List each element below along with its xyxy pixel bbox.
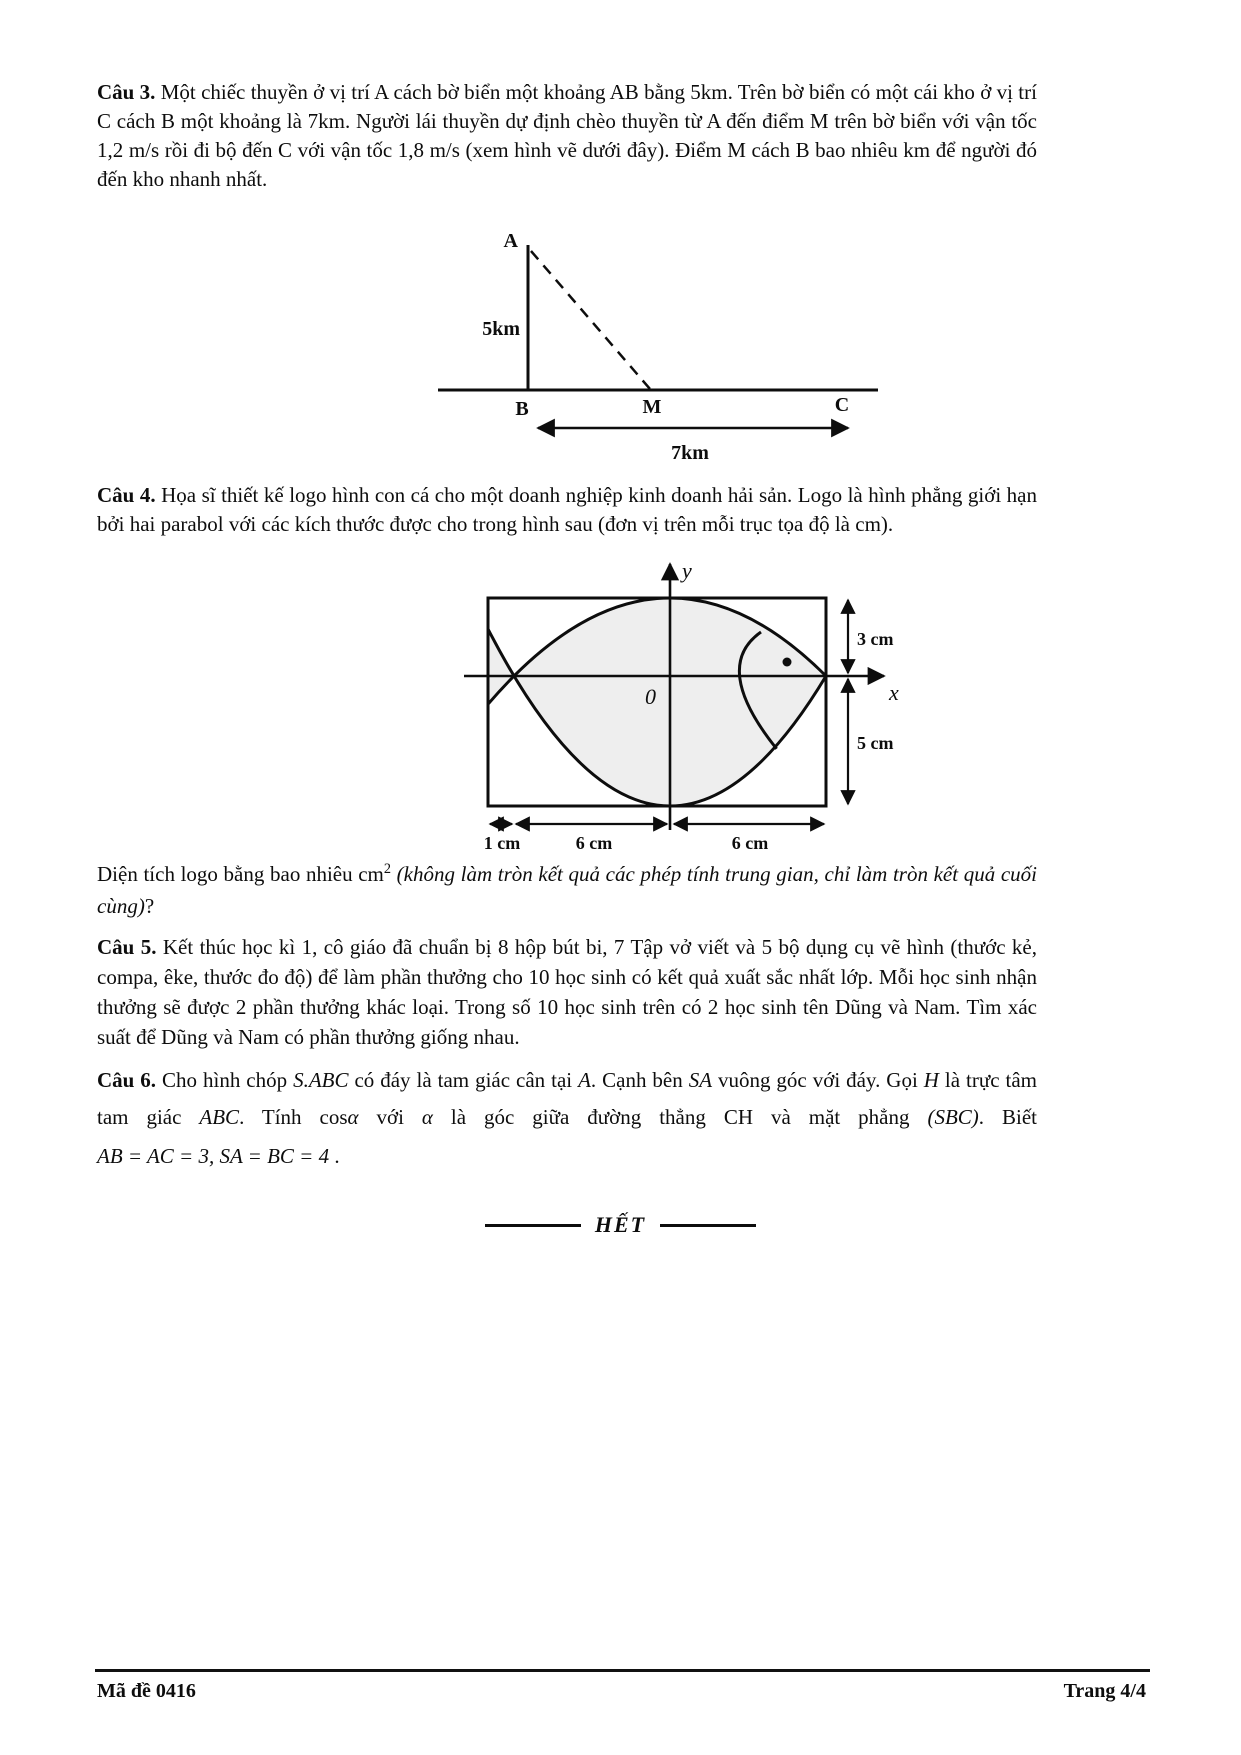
x-axis-label: x xyxy=(889,680,899,705)
fish-logo-diagram xyxy=(448,552,928,864)
area-question-paragraph: Diện tích logo bằng bao nhiêu $cm^2$ (không làm tròn kết quả các phép tính trung gian, chỉ làm tròn kết quả cuối cùng)? xyxy=(97,861,1037,918)
point-c-label: C xyxy=(834,394,850,416)
point-b-label: B xyxy=(515,398,529,420)
page-number: Trang 4/4 xyxy=(1063,1680,1146,1702)
question-4-paragraph: Câu 4. Họa sĩ thiết kế logo hình con cá cho một doanh nghiệp kinh doanh hải sản. Logo là hình phẳng giới hạn bởi hai parabol với các kích thước được cho trong hình sau (đơn vị trên mỗi trục tọa độ là cm). xyxy=(97,483,1037,536)
question-3-paragraph: Câu 3. Một chiếc thuyền ở vị trí A cách bờ biển một khoảng AB bằng 5km. Trên bờ biển có một cái kho ở vị trí C cách B một khoảng là 7km. Người lái thuyền dự định chèo thuyền từ A đến điểm M trên bờ biển với vận tốc 1,2 m/s rồi đi bộ đến C với vận tốc 1,8 m/s (xem hình vẽ dưới đây). Điểm M cách B bao nhiêu km để người đó đến kho nhanh nhất. xyxy=(97,80,1037,191)
dimension-6cm-right-label: 6 cm xyxy=(731,833,769,853)
exam-code: Mã đề 0416 xyxy=(97,1680,196,1702)
question-6-formula: AB = AC = 3, SA = BC = 4 . xyxy=(97,1144,340,1168)
dimension-5cm-label: 5 cm xyxy=(857,733,894,753)
dimension-1cm-label: 1 cm xyxy=(483,833,521,853)
het-label: HẾT xyxy=(594,1212,647,1237)
het-divider-line-right xyxy=(660,1224,756,1227)
question-5-paragraph: Câu 5. Kết thúc học kì 1, cô giáo đã chuẩn bị 8 hộp bút bi, 7 Tập vở viết và 5 bộ dụng cụ vẽ hình (thước kẻ, compa, êke, thước đo độ) để làm phần thưởng cho 10 học sinh có kết quả xuất sắc nhất lớp. Mỗi học sinh nhận thưởng sẽ được 2 phần thưởng khác loại. Trong số 10 học sinh trên có 2 học sinh tên Dũng và Nam. Tìm xác suất để Dũng và Nam có phần thưởng giống nhau. xyxy=(97,935,1037,1049)
distance-ab-label: 5km xyxy=(482,318,520,340)
dimension-3cm-label: 3 cm xyxy=(857,629,894,649)
boat-diagram xyxy=(398,225,918,470)
footer-rule xyxy=(95,1669,1150,1672)
y-axis-label: y xyxy=(682,558,692,583)
dimension-6cm-left-label: 6 cm xyxy=(575,833,613,853)
fish-body-shading xyxy=(488,598,826,806)
question-6-paragraph: Câu 6. Cho hình chóp S.ABC có đáy là tam giác cân tại A. Cạnh bên SA vuông góc với đáy. Gọi H là trực tâm tam giác ABC. Tính cosα với α là góc giữa đường thẳng CH và mặt phẳng (SBC). Biết xyxy=(97,1068,1038,1129)
origin-label: 0 xyxy=(645,684,656,709)
segment-am-dashed xyxy=(531,251,650,389)
het-divider-line-left xyxy=(485,1224,581,1227)
distance-bc-label: 7km xyxy=(671,442,709,464)
point-a-label: A xyxy=(503,230,518,252)
fish-eye xyxy=(783,658,792,667)
end-of-exam-divider xyxy=(0,1212,1241,1238)
point-m-label: M xyxy=(642,396,662,418)
